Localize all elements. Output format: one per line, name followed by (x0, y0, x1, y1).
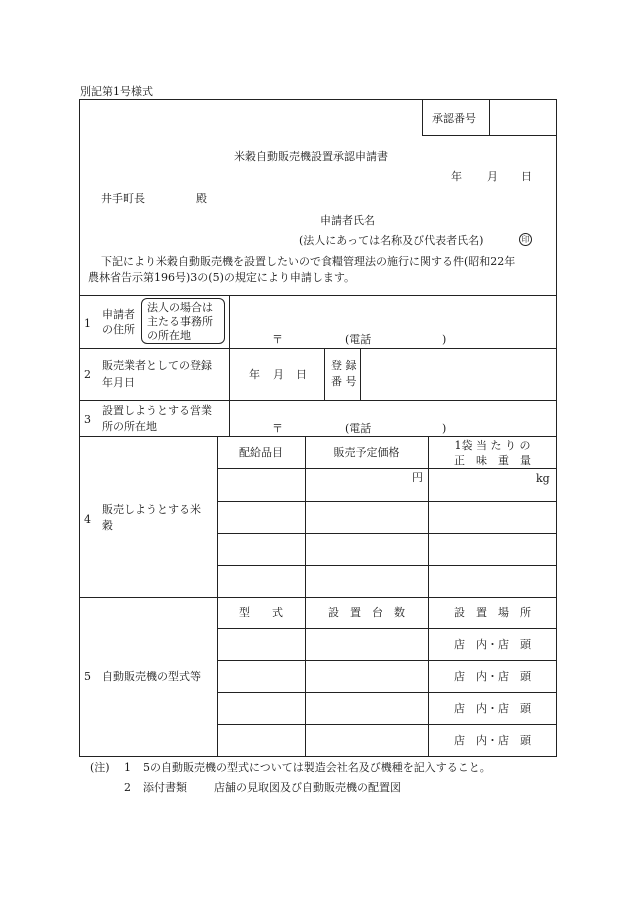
row2-number: 2 (84, 368, 91, 381)
seal-mark: 印 (519, 233, 532, 246)
applicant-address-field[interactable] (232, 297, 554, 327)
row5-divider-a (305, 597, 306, 757)
applicant-name-label: 申請者氏名 (320, 214, 375, 227)
note1-text: 5の自動販売機の型式については製造会社名及び機種を記入すること。 (143, 761, 491, 774)
row2-day-label: 日 (296, 368, 307, 381)
table-top-line (79, 295, 557, 296)
row4-header-weight-line1: 1袋 当 た り の (454, 439, 531, 452)
label-divider-upper (229, 295, 230, 436)
row5-location-option[interactable]: 店 内・店 頭 (454, 702, 531, 715)
row3-label-line2: 所の所在地 (102, 420, 157, 433)
row2-label-line2: 年月日 (102, 376, 135, 389)
row1-bracket-line3: の所在地 (147, 329, 191, 342)
body-text-line1: 下記により米穀自動販売機を設置したいので食糧管理法の施行に関する件(昭和22年 (101, 255, 516, 268)
row2-divider-a (324, 348, 325, 400)
row4-header-line (217, 468, 557, 469)
corporate-note: (法人にあっては名称及び代表者氏名) (299, 234, 484, 247)
notes-prefix: (注) (90, 761, 110, 774)
label-divider-lower (217, 436, 218, 757)
row3-bottom-line (79, 436, 557, 437)
row2-month-label: 月 (273, 368, 284, 381)
approval-number-label: 承認番号 (432, 112, 476, 125)
row4-divider-a (305, 436, 306, 597)
date-day-label: 日 (521, 170, 532, 183)
registration-number-field[interactable] (363, 350, 553, 398)
row4-header-weight-line2: 正 味 重 量 (454, 454, 531, 467)
row2-bottom-line (79, 400, 557, 401)
row3-number: 3 (84, 413, 91, 426)
row1-bottom-line (79, 348, 557, 349)
row4-number: 4 (84, 513, 91, 526)
approval-box-divider (489, 99, 490, 136)
note2-label: 添付書類 (143, 781, 187, 794)
row5-line-b (217, 692, 557, 693)
row4-header-item: 配給品目 (239, 446, 283, 459)
note2-text: 店舗の見取図及び自動販売機の配置図 (214, 781, 401, 794)
note2-number: 2 (124, 781, 131, 794)
row1-phone-close: ) (442, 333, 447, 346)
date-month-label: 月 (487, 170, 498, 183)
row4-price-unit: 円 (412, 471, 423, 484)
row3-phone-label: (電話 (345, 422, 372, 435)
note1-number: 1 (124, 761, 131, 774)
row5-location-option[interactable]: 店 内・店 頭 (454, 734, 531, 747)
row4-weight-unit: kg (536, 472, 550, 485)
row4-line-a (217, 501, 557, 502)
row4-label-line1: 販売しようとする米 (102, 503, 201, 516)
row5-line-c (217, 724, 557, 725)
form-title: 米穀自動販売機設置承認申請書 (234, 150, 388, 163)
row5-header-line (217, 628, 557, 629)
row5-line-a (217, 660, 557, 661)
row2-divider-b (360, 348, 361, 400)
body-text-line2: 農林省告示第196号)3の(5)の規定により申請します。 (88, 271, 355, 284)
row2-reg-line2: 番 号 (331, 375, 357, 388)
row1-postal-mark: 〒 (272, 333, 283, 346)
row1-bracket-line1: 法人の場合は (147, 301, 213, 314)
row2-label-line1: 販売業者としての登録 (102, 359, 212, 372)
row1-bracket-line2: 主たる事務所 (147, 315, 213, 328)
row3-phone-close: ) (442, 422, 447, 435)
row4-line-b (217, 533, 557, 534)
row1-number: 1 (84, 317, 91, 330)
row4-line-c (217, 565, 557, 566)
row5-label: 自動販売機の型式等 (102, 670, 201, 683)
approval-number-field[interactable] (492, 100, 554, 134)
row3-label-line1: 設置しようとする営業 (102, 404, 212, 417)
row1-label-line2: の住所 (102, 323, 135, 336)
row5-location-option[interactable]: 店 内・店 頭 (454, 638, 531, 651)
row3-postal-mark: 〒 (272, 422, 283, 435)
date-year-label: 年 (451, 170, 462, 183)
row4-label-line2: 穀 (102, 519, 113, 532)
row5-header-location: 設 置 場 所 (454, 606, 531, 619)
row5-header-model: 型 式 (239, 606, 283, 619)
form-number: 別記第1号様式 (80, 85, 153, 98)
row4-bottom-line (79, 597, 557, 598)
row2-year-label: 年 (249, 368, 260, 381)
row5-header-count: 設 置 台 数 (328, 606, 405, 619)
row1-phone-label: (電話 (345, 333, 372, 346)
row2-reg-line1: 登 録 (331, 359, 357, 372)
row4-header-price: 販売予定価格 (333, 446, 400, 459)
row1-label-line1: 申請者 (102, 308, 135, 321)
addressee: 井手町長 (101, 192, 145, 205)
row5-location-option[interactable]: 店 内・店 頭 (454, 670, 531, 683)
row5-number: 5 (84, 670, 91, 683)
honorific: 殿 (196, 192, 207, 205)
